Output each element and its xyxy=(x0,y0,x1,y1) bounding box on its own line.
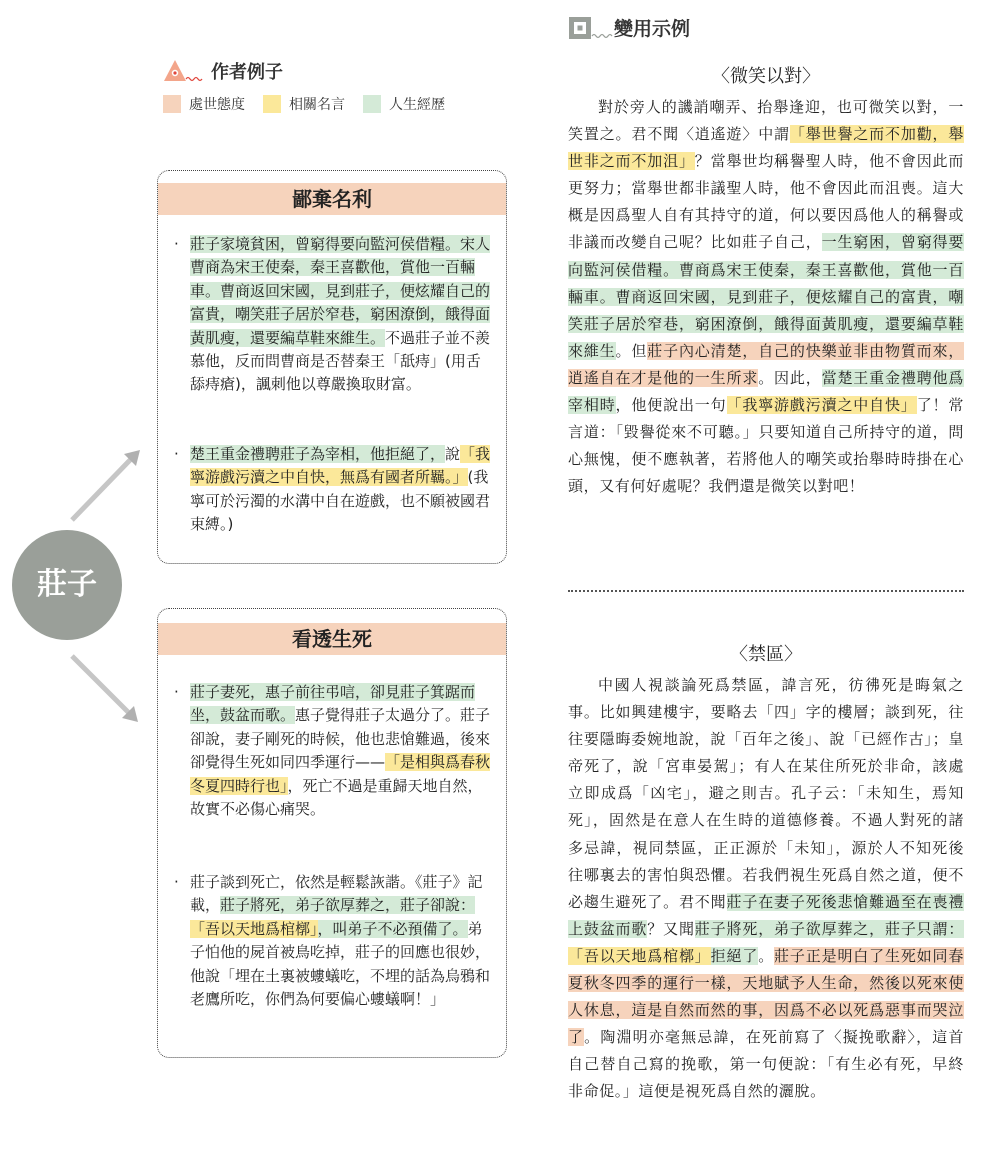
highlighted-text: 一生窮困，曾窮得要向監河侯借糧。曹商爲宋王使秦，秦王喜歡他，賞他一百輛車。曹商返回宋國，見到莊子，便炫耀自己的富貴，嘲笑莊子居於窄巷，窮困潦倒，餓得面黃肌瘦，還要編草鞋來維生 xyxy=(568,233,964,360)
text-span: ，他便說出一句 xyxy=(615,396,727,415)
highlighted-text: 莊子內心清楚，自己的快樂並非由物質而來，逍遙自在才是他的一生所求 xyxy=(568,341,964,387)
box-life-death xyxy=(157,608,507,1058)
author-examples-title: 作者例子 xyxy=(211,62,283,83)
article-body xyxy=(568,94,964,500)
bullet-dot: · xyxy=(174,445,179,463)
highlighted-text: ，叫弟子不必預備了。 xyxy=(317,919,468,938)
list-item xyxy=(176,233,494,397)
bullet-dot: · xyxy=(174,873,179,891)
highlight-legend xyxy=(163,94,445,114)
box-title: 鄙棄名利 xyxy=(158,183,506,215)
text-span: 惠子覺得莊子太過分了。莊子卻說，妻子剛死的時候，他也悲愴難過，後來卻覺得生死如同四季運行—— xyxy=(190,706,491,772)
bullet-text xyxy=(190,233,494,397)
box-title: 看透生死 xyxy=(158,623,506,655)
text-span: 對於旁人的譏誚嘲弄、抬舉逢迎，也可微笑以對，一笑置之。君不聞〈逍遙遊〉中謂 xyxy=(568,98,964,144)
zhuangzi-node: 莊子 xyxy=(12,530,122,640)
highlighted-text: 莊子將死，弟子欲厚葬之，莊子只謂： xyxy=(694,919,964,938)
article-title: 〈禁區〉 xyxy=(730,644,802,665)
text-span: (我寧可於污濁的水溝中自在遊戲，也不願被國君束縛。) xyxy=(190,468,491,534)
highlighted-text: 當楚王重金禮聘他爲宰相時 xyxy=(568,368,965,415)
bullet-text xyxy=(190,681,494,821)
usage-examples-heading xyxy=(568,14,690,41)
highlighted-text: 「吾以天地爲棺槨」 xyxy=(190,919,318,938)
legend-item xyxy=(263,94,345,114)
highlighted-text: 拒絕了 xyxy=(710,946,759,965)
highlighted-text: 「舉世譽之而不加勸，舉世非之而不加沮」 xyxy=(568,125,965,171)
highlighted-text: 莊子妻死，惠子前往弔唁，卻見莊子箕踞而坐，鼓盆而歌。 xyxy=(190,683,476,725)
list-item xyxy=(176,443,494,537)
legend-swatch xyxy=(363,95,381,113)
warning-triangle-icon xyxy=(163,58,211,84)
text-span: 說 xyxy=(445,445,461,463)
text-span: 中國人視談論死爲禁區，諱言死，彷彿死是晦氣之事。比如興建樓宇，要略去「四」字的樓層；談到死，往往要隱晦委婉地說，說「百年之後」、說「已經作古」；皇帝死了，說「宮車晏駕」；有人在某住所死於非命，該處立即成爲「凶宅」，避之則吉。孔子云：「未知生，焉知死」，固然是在意人在生時的道德修養。不過人對死的諸多忌諱，視同禁區，正正源於「未知」，源於人不知死後往哪裏去的害怕與恐懼。若我們視生死爲自然之道，便不必趨生避死了。君不聞 xyxy=(568,676,964,911)
bullet-text xyxy=(190,443,494,537)
square-dot-icon xyxy=(568,15,614,41)
text-span: 弟子怕他的屍首被鳥吃掉，莊子的回應也很妙，他說「埋在土裏被螻蟻吃，不埋的話為烏鴉和老鷹所吃，你們為何要偏心螻蟻啊！」 xyxy=(190,919,491,1009)
text-span: 。陶淵明亦毫無忌諱，在死前寫了〈擬挽歌辭〉，這首自己替自己寫的挽歌，第一句便說：「有生必有死，早終非命促。」這便是視死爲自然的灑脫。 xyxy=(568,1028,964,1101)
text-span: 。 xyxy=(758,946,775,965)
text-span: 不過莊子並不羨慕他，反而問曹商是否替秦王「舐痔」(用舌舔痔瘡)，諷刺他以尊嚴換取財富。 xyxy=(190,328,491,394)
highlighted-text: 「吾以天地爲棺槨」 xyxy=(568,946,711,965)
bullet-dot: · xyxy=(174,235,179,253)
highlighted-text: 莊子正是明白了生死如同春夏秋冬四季的運行一樣，天地賦予人生命，然後以死來使人休息，這是自然而然的事，因爲不必以死爲惡事而哭泣了 xyxy=(568,946,964,1047)
highlighted-text: 莊子在妻子死後悲愴難過至在喪禮上鼓盆而歌 xyxy=(568,892,964,938)
list-item xyxy=(176,871,494,1011)
list-item xyxy=(176,681,494,821)
text-span: ？又聞 xyxy=(647,919,695,938)
highlighted-text: 「我寧游戲污瀆之中自快，無爲有國者所羈。」 xyxy=(190,445,491,487)
highlighted-text: 「我寧游戲污瀆之中自快」 xyxy=(726,396,917,415)
author-examples-heading xyxy=(163,58,283,84)
arrow-up xyxy=(72,458,132,520)
text-span: ，死亡不過是重歸天地自然，故實不必傷心痛哭。 xyxy=(190,776,483,819)
article-body xyxy=(568,672,964,1106)
legend-swatch xyxy=(263,95,281,113)
text-span: 了！常言道：「毀譽從來不可聽。」只要知道自己所持守的道，問心無愧，便不應執著，若將他人的嘲笑或抬舉時時掛在心頭，又有何好處呢？我們還是微笑以對吧！ xyxy=(568,396,964,496)
text-span: 。因此， xyxy=(758,368,822,387)
article-title: 〈微笑以對〉 xyxy=(712,66,820,87)
legend-item xyxy=(163,94,245,114)
text-span: ？當舉世均稱譽聖人時，他不會因此而更努力；當舉世都非議聖人時，他不會因此而沮喪。這大概是因爲聖人自有其持守的道，何以要因爲他人的稱譽或非議而改變自己呢？比如莊子自己， xyxy=(568,152,964,252)
usage-examples-title: 變用示例 xyxy=(614,18,691,40)
bullet-dot: · xyxy=(174,683,179,701)
text-span: 。但 xyxy=(615,341,648,360)
highlighted-text: 楚王重金禮聘莊子為宰相，他拒絕了， xyxy=(190,445,446,463)
arrow-down xyxy=(72,656,130,714)
legend-swatch xyxy=(163,95,181,113)
bullet-text xyxy=(190,871,494,1011)
highlighted-text: 「是相與爲春秋冬夏四時行也」 xyxy=(190,753,491,795)
legend-label: 人生經歷 xyxy=(389,97,445,113)
legend-label: 處世態度 xyxy=(189,97,245,113)
legend-item xyxy=(363,94,445,114)
box-fame-wealth xyxy=(157,170,507,564)
legend-label: 相關名言 xyxy=(289,97,345,113)
section-divider xyxy=(568,590,964,592)
highlighted-text: 莊子將死，弟子欲厚葬之，莊子卻說： xyxy=(220,896,476,915)
highlighted-text: 莊子家境貧困，曾窮得要向監河侯借糧。宋人曹商為宋王使秦，秦王喜歡他，賞他一百輛車。曹商返回宋國，見到莊子，便炫耀自己的富貴，嘲笑莊子居於窄巷，窮困潦倒，餓得面黃肌瘦，還要編草鞋來維生。 xyxy=(190,235,491,347)
text-span: 莊子談到死亡，依然是輕鬆詼諧。《莊子》記載， xyxy=(190,873,483,915)
